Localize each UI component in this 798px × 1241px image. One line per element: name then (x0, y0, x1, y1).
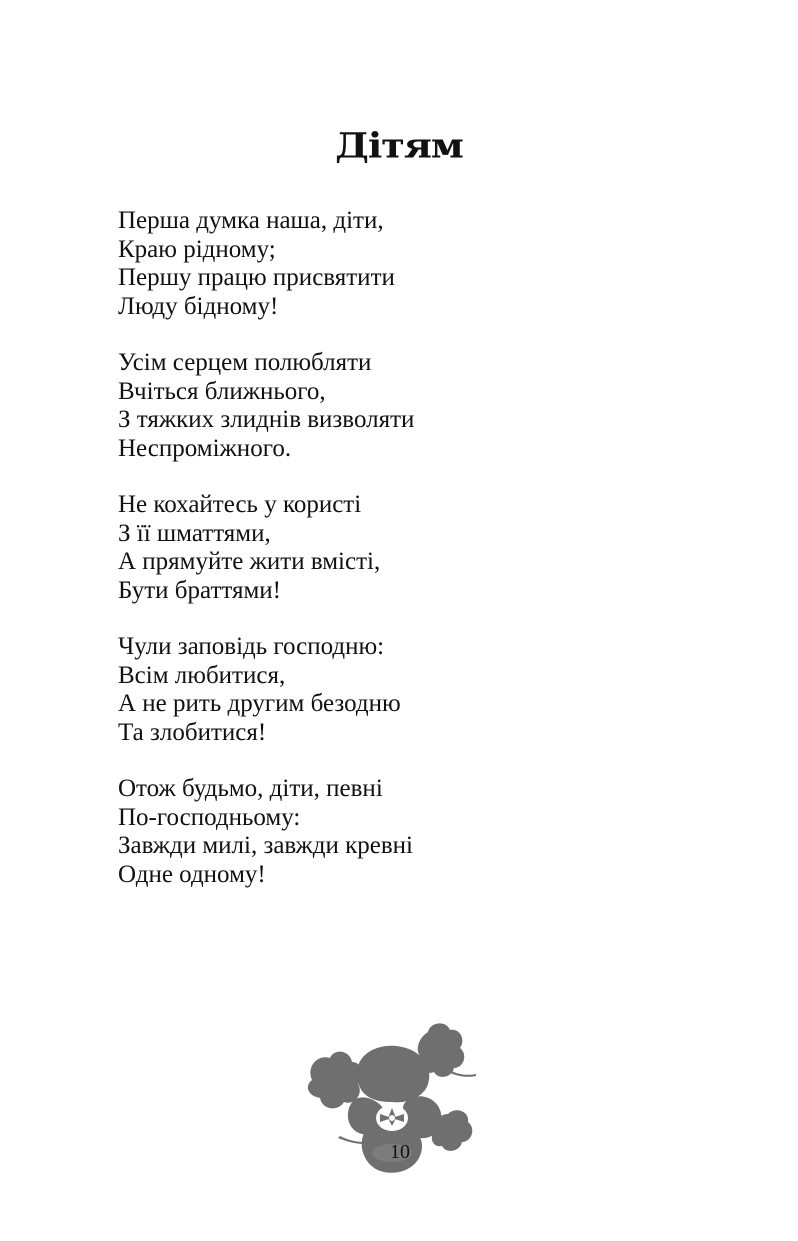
poem-line: З тяжких злиднів визволяти (118, 406, 415, 433)
poem-line: Завжди милі, завжди кревні (118, 832, 413, 859)
poem-line: З її шматтями, (118, 519, 271, 547)
poem-line: Краю рідному; (118, 235, 276, 263)
poem-line: Усім серцем полюбляти (118, 349, 372, 376)
poem-line: По-господньому: (118, 803, 301, 831)
poem-title: Дітям (335, 125, 463, 166)
poem-line: Чули заповідь господню: (118, 633, 385, 660)
poem-line: А не рить другим безодню (118, 690, 401, 717)
poem-line: Вчіться ближнього, (118, 377, 326, 405)
poem-stanza (118, 491, 718, 605)
poem-line: Не кохайтесь у користі (118, 491, 362, 518)
poem-line: Всім любитися, (118, 661, 286, 689)
poem-line: Бути браттями! (118, 576, 282, 604)
poem-line: Одне одному! (118, 860, 266, 888)
poem-line: А прямуйте жити вмісті, (118, 548, 381, 575)
poem-line: Та злобитися! (118, 718, 267, 746)
poem-line: Першу працю присвятити (118, 264, 395, 291)
poem-stanza (118, 633, 718, 747)
poem-line: Люду бідному! (118, 292, 279, 320)
poem-line: Перша думка наша, діти, (118, 207, 384, 234)
poem-body (118, 207, 718, 917)
poem-stanza (118, 349, 718, 463)
page-number: 10 (390, 1141, 410, 1163)
poem-stanza (118, 775, 718, 889)
poem-stanza (118, 207, 718, 321)
poem-line: Неспроміжного. (118, 434, 292, 462)
poem-line: Отож будьмо, діти, певні (118, 775, 383, 802)
